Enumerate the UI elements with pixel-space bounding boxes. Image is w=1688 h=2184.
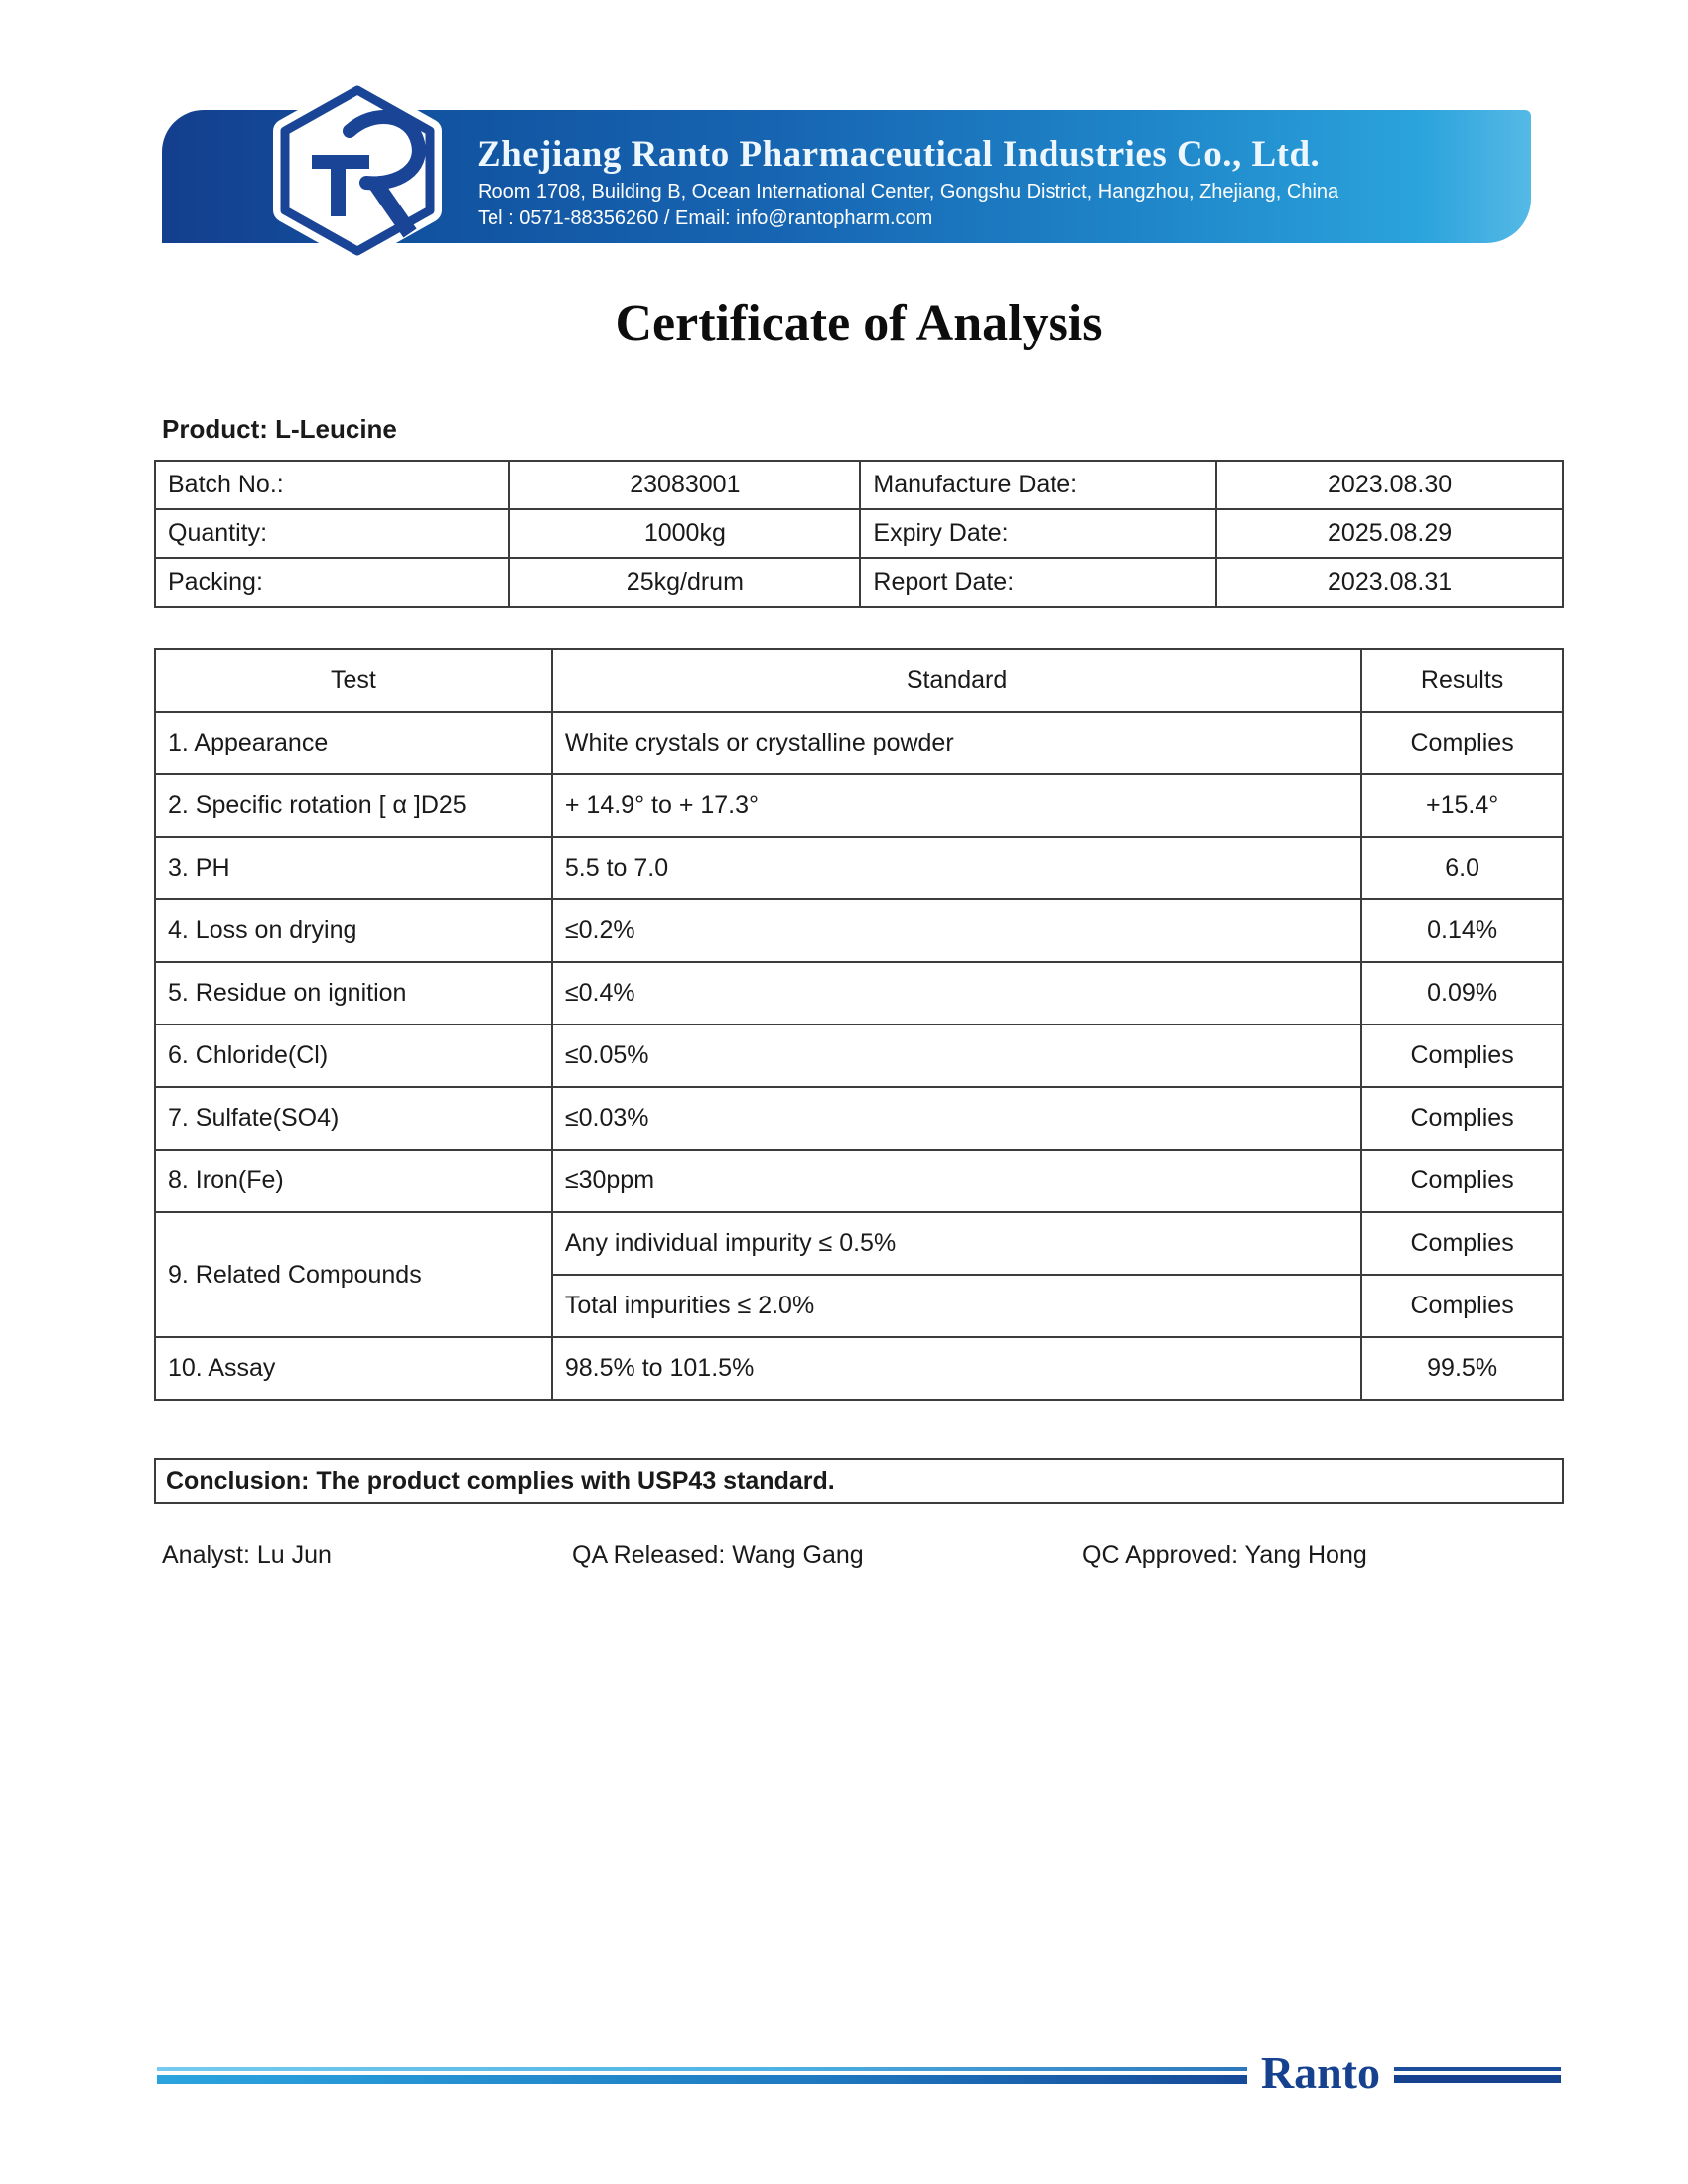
company-address: Room 1708, Building B, Ocean International Center, Gongshu District, Hangzhou, Zhejiang, China — [478, 181, 1339, 203]
info-value: 2023.08.30 — [1216, 461, 1563, 509]
analyst-signature: Analyst: Lu Jun — [162, 1541, 332, 1569]
footer-brand-wordmark: Ranto — [1260, 2047, 1380, 2098]
result-cell: +15.4° — [1361, 774, 1563, 837]
test-table-row — [155, 774, 1563, 837]
column-header-standard: Standard — [552, 649, 1361, 712]
info-label: Expiry Date: — [860, 509, 1216, 558]
info-value: 25kg/drum — [509, 558, 860, 607]
result-cell: 99.5% — [1361, 1337, 1563, 1400]
company-logo-icon — [272, 85, 443, 256]
result-cell: Complies — [1361, 712, 1563, 774]
info-table-row — [155, 558, 1563, 607]
info-value: 1000kg — [509, 509, 860, 558]
test-name-cell: 8. Iron(Fe) — [155, 1150, 552, 1212]
info-value: 23083001 — [509, 461, 860, 509]
test-name-cell: 2. Specific rotation [ α ]D25 — [155, 774, 552, 837]
result-cell: 0.09% — [1361, 962, 1563, 1024]
result-cell: Complies — [1361, 1087, 1563, 1150]
qc-approved-signature: QC Approved: Yang Hong — [1082, 1541, 1367, 1569]
document-title: Certificate of Analysis — [615, 295, 1103, 351]
test-name-cell: 6. Chloride(Cl) — [155, 1024, 552, 1087]
result-cell: Complies — [1361, 1150, 1563, 1212]
test-name-cell: 10. Assay — [155, 1337, 552, 1400]
standard-cell: ≤0.03% — [552, 1087, 1361, 1150]
test-name-cell: 9. Related Compounds — [155, 1212, 552, 1337]
test-table-row — [155, 899, 1563, 962]
test-name-cell: 1. Appearance — [155, 712, 552, 774]
test-table-row — [155, 1212, 1563, 1275]
test-name-cell: 7. Sulfate(SO4) — [155, 1087, 552, 1150]
info-label: Report Date: — [860, 558, 1216, 607]
test-results-table — [154, 648, 1564, 1401]
test-table-row — [155, 837, 1563, 899]
result-cell: 0.14% — [1361, 899, 1563, 962]
info-label: Quantity: — [155, 509, 509, 558]
info-table-row — [155, 509, 1563, 558]
info-value: 2023.08.31 — [1216, 558, 1563, 607]
test-table-row — [155, 1150, 1563, 1212]
test-name-cell: 5. Residue on ignition — [155, 962, 552, 1024]
standard-cell: ≤0.4% — [552, 962, 1361, 1024]
footer-rule-left — [157, 2067, 1247, 2084]
qa-released-signature: QA Released: Wang Gang — [572, 1541, 864, 1569]
result-cell: Complies — [1361, 1212, 1563, 1275]
product-name: Product: L-Leucine — [162, 414, 397, 444]
info-value: 2025.08.29 — [1216, 509, 1563, 558]
test-name-cell: 4. Loss on drying — [155, 899, 552, 962]
standard-cell: ≤0.05% — [552, 1024, 1361, 1087]
standard-cell: Any individual impurity ≤ 0.5% — [552, 1212, 1361, 1275]
standard-cell: Total impurities ≤ 2.0% — [552, 1275, 1361, 1337]
standard-cell: 5.5 to 7.0 — [552, 837, 1361, 899]
standard-cell: 98.5% to 101.5% — [552, 1337, 1361, 1400]
standard-cell: ≤0.2% — [552, 899, 1361, 962]
test-table-row — [155, 1087, 1563, 1150]
footer-rule-right — [1394, 2067, 1561, 2083]
conclusion-statement: Conclusion: The product complies with USP43 standard. — [154, 1458, 1564, 1504]
test-table-row — [155, 712, 1563, 774]
test-name-cell: 3. PH — [155, 837, 552, 899]
result-cell: Complies — [1361, 1275, 1563, 1337]
column-header-results: Results — [1361, 649, 1563, 712]
test-table-header-row — [155, 649, 1563, 712]
standard-cell: White crystals or crystalline powder — [552, 712, 1361, 774]
test-table-row — [155, 962, 1563, 1024]
info-table-row — [155, 461, 1563, 509]
info-label: Packing: — [155, 558, 509, 607]
company-name: Zhejiang Ranto Pharmaceutical Industries Co., Ltd. — [477, 134, 1321, 175]
info-label: Manufacture Date: — [860, 461, 1216, 509]
footer — [157, 2047, 1561, 2103]
info-label: Batch No.: — [155, 461, 509, 509]
batch-info-table — [154, 460, 1564, 608]
result-cell: Complies — [1361, 1024, 1563, 1087]
column-header-test: Test — [155, 649, 552, 712]
test-table-row — [155, 1337, 1563, 1400]
standard-cell: ≤30ppm — [552, 1150, 1361, 1212]
company-contact: Tel : 0571-88356260 / Email: info@rantopharm.com — [478, 207, 933, 229]
result-cell: 6.0 — [1361, 837, 1563, 899]
test-table-row — [155, 1024, 1563, 1087]
standard-cell: + 14.9° to + 17.3° — [552, 774, 1361, 837]
